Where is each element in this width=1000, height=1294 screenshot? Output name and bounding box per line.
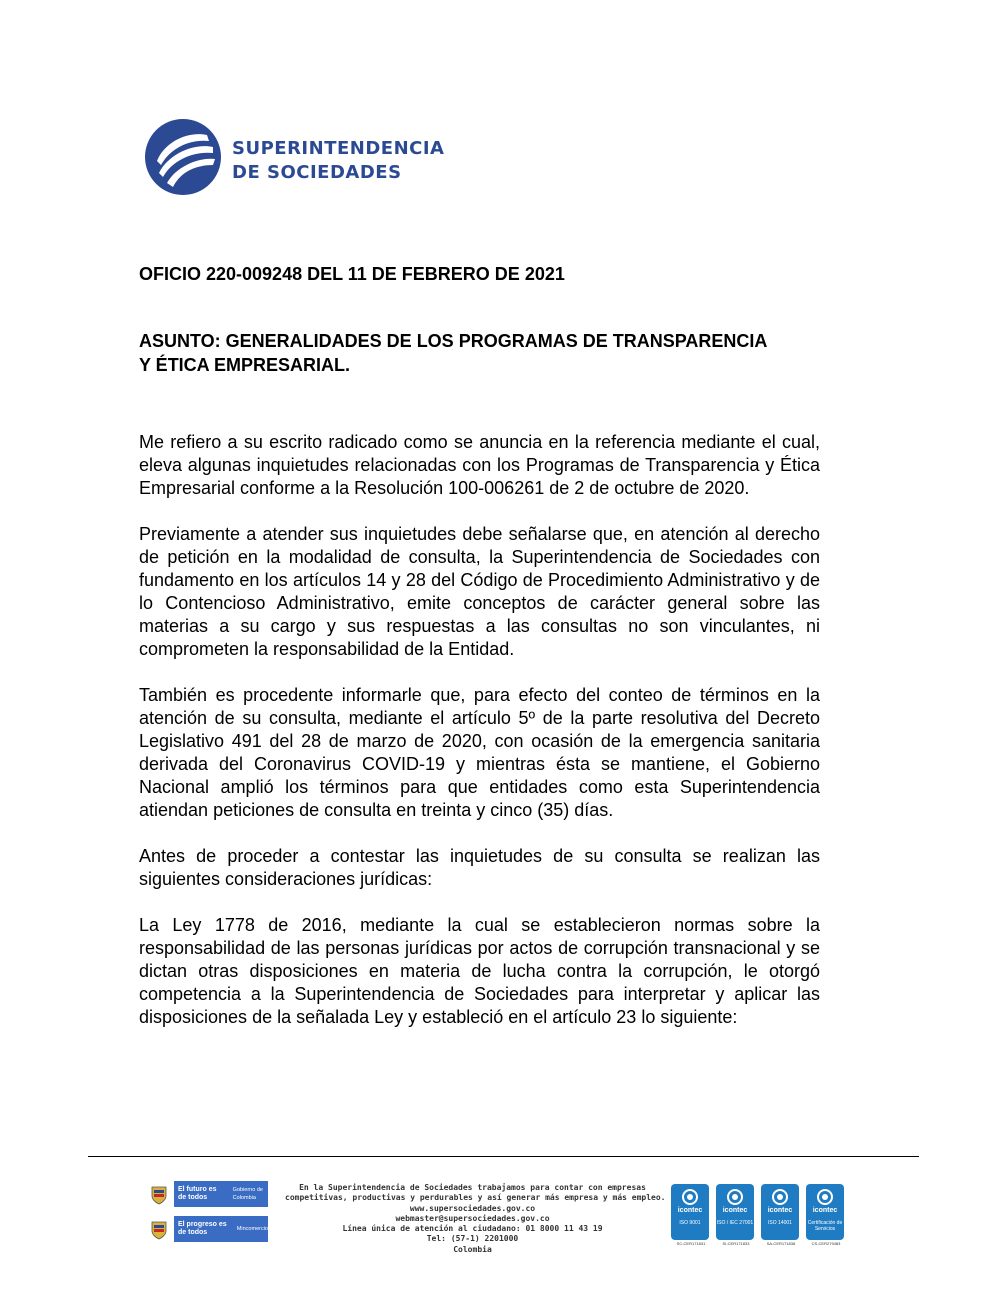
document-title: OFICIO 220-009248 DEL 11 DE FEBRERO DE 2021	[139, 264, 565, 284]
footer-tel: Tel: (57-1) 2201000	[426, 1234, 519, 1244]
logo-line-1: SUPERINTENDENCIA	[232, 138, 445, 159]
gov-band	[174, 1181, 268, 1207]
document-body	[139, 262, 820, 1029]
gov-main-text: El futuro es de todos	[178, 1186, 217, 1201]
footer-country: Colombia	[453, 1244, 492, 1254]
footer-contact	[285, 1183, 666, 1255]
cert-badge: icontec Certificación de Servicios CS-CER279483	[806, 1184, 846, 1246]
coat-of-arms-icon	[150, 1183, 168, 1205]
logo-text	[232, 137, 444, 185]
logo-line-2: DE SOCIEDADES	[232, 162, 402, 183]
cert-badge: icontec ISO / IEC 27001 SI-CER171833	[716, 1184, 756, 1246]
paragraph: Previamente a atender sus inquietudes debe señalarse que, en atención al derecho de petición en la modalidad de consulta, la Superintendencia de Sociedades con fundamento en los artículos 14 y 28 del Código de Procedimiento Administrativo y de lo Contencioso Administrativo, emite conceptos de carácter general sobre las materias a su cargo y sus respuestas a las consultas no son vinculantes, ni comprometen la responsabilidad de la Entidad.	[139, 524, 820, 659]
paragraph: Antes de proceder a contestar las inquietudes de su consulta se realizan las siguientes consideraciones jurídicas:	[139, 846, 820, 889]
coat-of-arms-icon	[150, 1218, 168, 1240]
document-subject	[139, 329, 820, 377]
cert-badge: icontec ISO 9001 SC-CER171831	[671, 1184, 711, 1246]
footer-line: En la Superintendencia de Sociedades trabajamos para contar con empresas	[299, 1183, 646, 1192]
subject-line-1: ASUNTO: GENERALIDADES DE LOS PROGRAMAS DE TRANSPARENCIA	[139, 331, 768, 351]
cert-badge: icontec ISO 14001 SA-CER171838	[761, 1184, 801, 1246]
gov-sub-text: Mincomercio	[236, 1226, 268, 1232]
paragraph: Me refiero a su escrito radicado como se anuncia en la referencia mediante el cual, eleva algunas inquietudes relacionadas con los Programas de Transparencia y Ética Empresarial conforme a la Resolución 100-006261 de 2 de octubre de 2020.	[139, 432, 820, 498]
paragraph: También es procedente informarle que, para efecto del conteo de términos en la atención de su consulta, mediante el artículo 5º de la parte resolutiva del Decreto Legislativo 491 del 28 de marzo de 2020, con ocasión de la emergencia sanitaria derivada del Coronavirus COVID-19 y mientras ésta se mantiene, el Gobierno Nacional amplió los términos para que entidades como esta Superintendencia atiendan peticiones de consulta en treinta y cinco (35) días.	[139, 685, 820, 820]
footer-phone-line: Línea única de atención al ciudadano: 01 8000 11 43 19	[342, 1224, 603, 1234]
gov-sub-text: Gobierno de Colombia	[232, 1187, 263, 1201]
subject-line-2: Y ÉTICA EMPRESARIAL.	[139, 355, 351, 375]
paragraph: La Ley 1778 de 2016, mediante la cual se establecieron normas sobre la responsabilidad de las personas jurídicas por actos de corrupción transnacional y se dictan otras disposiciones en materia de lucha contra la corrupción, le otorgó competencia a la Superintendencia de Sociedades para interpretar y aplicar las disposiciones de la señalada Ley y estableció en el artículo 23 lo siguiente:	[139, 915, 820, 1027]
certification-badges	[671, 1184, 851, 1246]
footer-website: www.supersociedades.gov.co	[409, 1203, 536, 1213]
footer-email: webmaster@supersociedades.gov.co	[395, 1213, 550, 1223]
gov-badge-futuro	[150, 1181, 270, 1207]
gov-main-text: El progreso es de todos	[178, 1221, 227, 1236]
gov-band	[174, 1216, 268, 1242]
footer-divider	[88, 1156, 919, 1157]
footer-line: competitivas, productivas y perdurables y así generar más empresa y más empleo.	[285, 1193, 666, 1203]
gov-badge-progreso	[150, 1216, 270, 1242]
